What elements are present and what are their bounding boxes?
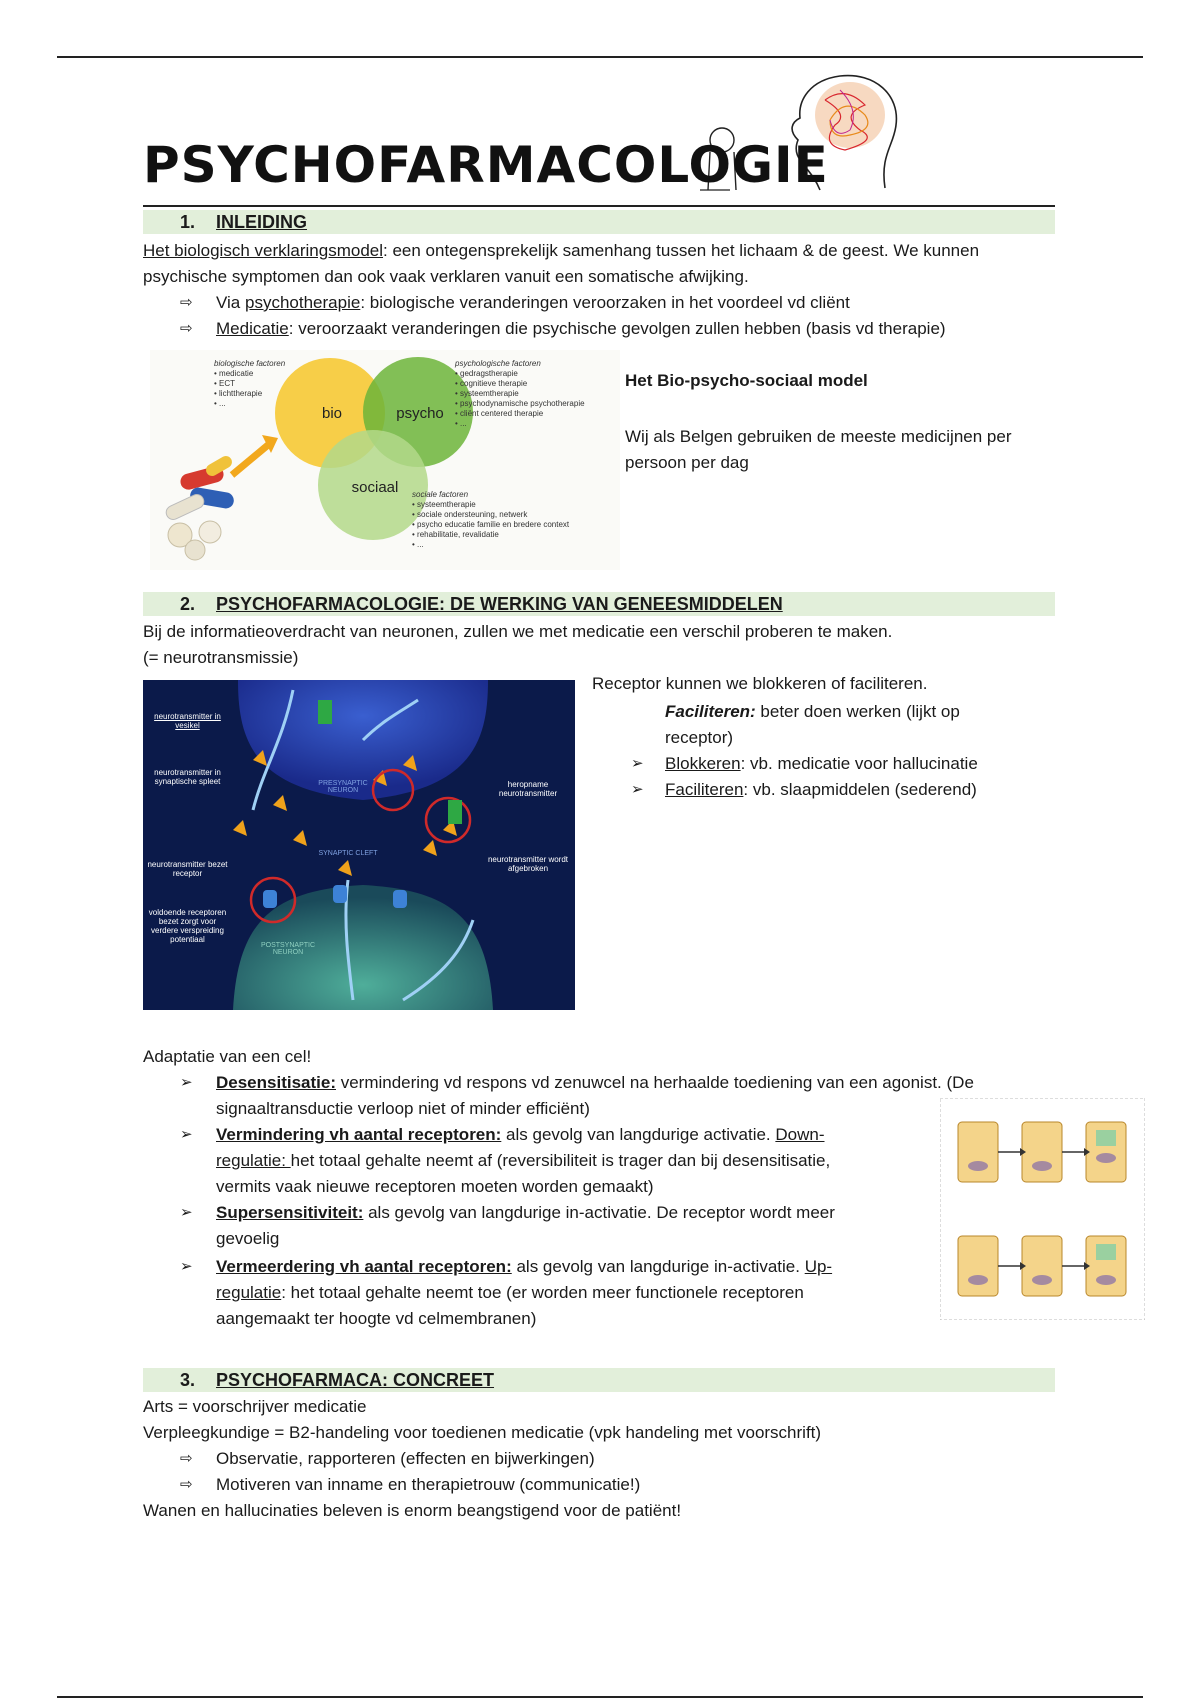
neuro-label: SYNAPTIC CLEFT (318, 850, 378, 857)
triangle-bullet-icon: ➢ (631, 755, 644, 772)
neurotransmission-diagram (143, 680, 575, 1010)
bio-item: • lichttherapie (214, 389, 263, 398)
list-item (180, 1446, 595, 1472)
neuro-label: heropname neurotransmitter (498, 780, 558, 798)
triangle-bullet-icon: ➢ (180, 1204, 193, 1221)
list-item (180, 1254, 833, 1280)
term: Blokkeren (665, 754, 741, 773)
section-number: 3. (180, 1370, 196, 1390)
neuro-label: voldoende receptoren bezet zorgt voor verdere verspreiding potentiaal (148, 908, 227, 944)
sec2-line1: Bij de informatieoverdracht van neuronen, zullen we met medicatie een verschil proberen te maken. (143, 622, 893, 641)
psycho-item: • cliënt centered therapie (455, 409, 544, 418)
bio-item: • ... (214, 399, 226, 408)
list-item (180, 316, 946, 342)
receptor-intro: Receptor kunnen we blokkeren of faciliteren. (592, 674, 928, 693)
venn-bio-label: bio (321, 405, 343, 422)
term: Vermeerdering vh aantal receptoren: (216, 1257, 512, 1276)
section-header-3 (143, 1368, 1055, 1392)
list-item (180, 290, 850, 316)
arrow-bullet-icon: ⇨ (180, 1476, 193, 1493)
text: als gevolg van langdurige in-activatie. De receptor wordt meer (363, 1203, 835, 1222)
list-item-cont (216, 1280, 804, 1306)
section-label: INLEIDING (216, 212, 308, 232)
section-header-1 (143, 210, 1055, 234)
triangle-bullet-icon: ➢ (180, 1126, 193, 1143)
bps-text-line2: persoon per dag (625, 453, 749, 472)
term: Medicatie (216, 319, 289, 338)
triangle-bullet-icon: ➢ (631, 781, 644, 798)
social-item: • systeemtherapie (412, 500, 476, 509)
arrow-bullet-icon: ⇨ (180, 1450, 193, 1467)
venn-psycho-label: psycho (396, 405, 444, 422)
text: Observatie, rapporteren (effecten en bijwerkingen) (216, 1449, 595, 1468)
neuro-label: neurotransmitter in synaptische spleet (154, 768, 221, 786)
list-item (631, 751, 978, 777)
sec3-line2: Verpleegkundige = B2-handeling voor toedienen medicatie (vpk handeling met voorschrift) (143, 1423, 822, 1442)
sec2-line2: (= neurotransmissie) (143, 648, 299, 667)
sec3-line1: Arts = voorschrijver medicatie (143, 1397, 367, 1416)
social-item: • ... (412, 540, 424, 549)
section-header-2 (143, 592, 1055, 616)
title-rule (143, 205, 1055, 207)
section-label: PSYCHOFARMACOLOGIE: DE WERKING VAN GENEESMIDDELEN (216, 594, 783, 614)
text: vermindering vd respons vd zenuwcel na herhaalde toediening van een agonist. (De (336, 1073, 974, 1092)
psycho-item: • cognitieve therapie (455, 379, 528, 388)
text: : biologische veranderingen veroorzaken in het voordeel vd cliënt (360, 293, 850, 312)
psycho-item: • systeemtherapie (455, 389, 519, 398)
social-item: • psycho educatie familie en bredere context (412, 520, 570, 529)
list-item (180, 1122, 825, 1148)
term: Up- (804, 1257, 833, 1276)
term: Faciliteren (665, 780, 744, 799)
intro-paragraph-line2: psychische symptomen dan ook vaak verklaren vanuit een somatische afwijking. (143, 267, 749, 286)
section-number: 1. (180, 212, 196, 232)
text: als gevolg van langdurige activatie. (501, 1125, 776, 1144)
list-item (180, 1070, 974, 1096)
psycho-factors-head: psychologische factoren (455, 359, 541, 368)
text: als gevolg van langdurige in-activatie. (511, 1257, 805, 1276)
list-item-cont: vermits vaak nieuwe receptoren moeten worden gemaakt) (216, 1177, 654, 1196)
footer-rule (57, 1696, 1143, 1698)
intro-paragraph-line1 (143, 238, 979, 264)
receptor-facilitate-line2: receptor) (665, 728, 734, 747)
neuro-label: neurotransmitter bezet receptor (147, 860, 228, 878)
text: : vb. medicatie voor hallucinatie (740, 754, 978, 773)
arrow-bullet-icon: ⇨ (180, 294, 193, 311)
section-number: 2. (180, 594, 196, 614)
social-factors-head: sociale factoren (412, 490, 469, 499)
term: Desensitisatie: (216, 1073, 336, 1092)
text: beter doen werken (lijkt op (755, 702, 960, 721)
neuro-label: neurotransmitter in vesikel (154, 712, 221, 730)
bps-heading: Het Bio-psycho-sociaal model (625, 371, 868, 390)
bio-factors-head: biologische factoren (214, 359, 286, 368)
section-label: PSYCHOFARMACA: CONCREET (216, 1370, 495, 1390)
social-item: • rehabilitatie, revalidatie (412, 530, 499, 539)
sec3-line3: Wanen en hallucinaties beleven is enorm beangstigend voor de patiënt! (143, 1501, 682, 1520)
psycho-item: • ... (455, 419, 467, 428)
list-item-cont: gevoelig (216, 1229, 280, 1248)
intro-text: : een ontegensprekelijk samenhang tussen het lichaam & de geest. We kunnen (383, 241, 980, 260)
text: : vb. slaapmiddelen (sederend) (743, 780, 977, 799)
term: Down- (775, 1125, 825, 1144)
receptor-regulation-figure (940, 1098, 1145, 1320)
bio-psycho-social-venn (150, 350, 620, 570)
intro-term: Het biologisch verklaringsmodel (143, 241, 384, 260)
term: regulatie: (216, 1151, 291, 1170)
term: Faciliteren: (665, 702, 756, 721)
term: Vermindering vh aantal receptoren: (216, 1125, 502, 1144)
term: Supersensitiviteit: (216, 1203, 364, 1222)
header-rule (57, 56, 1143, 58)
social-item: • sociale ondersteuning, netwerk (412, 510, 528, 519)
list-item-cont (216, 1148, 830, 1174)
list-item-cont: signaaltransductie verloop niet of minder efficiënt) (216, 1099, 590, 1118)
bps-text-line1: Wij als Belgen gebruiken de meeste medicijnen per (625, 427, 1012, 446)
neuro-label: PRESYNAPTIC NEURON (318, 780, 368, 794)
text: het totaal gehalte neemt af (reversibiliteit is trager dan bij desensitisatie, (290, 1151, 831, 1170)
term: regulatie (216, 1283, 282, 1302)
text: : veroorzaakt veranderingen die psychische gevolgen zullen hebben (basis vd therapie) (288, 319, 946, 338)
psycho-item: • gedragstherapie (455, 369, 518, 378)
bio-item: • ECT (214, 379, 236, 388)
list-item (180, 1200, 835, 1226)
text: Via (216, 293, 245, 312)
psycho-item: • psychodynamische psychotherapie (455, 399, 585, 408)
bio-item: • medicatie (214, 369, 254, 378)
neuro-label: neurotransmitter wordt afgebroken (487, 855, 569, 873)
arrow-bullet-icon: ⇨ (180, 320, 193, 337)
list-item (180, 1472, 641, 1498)
adaptation-heading: Adaptatie van een cel! (143, 1047, 312, 1066)
venn-social-label: sociaal (351, 479, 399, 496)
triangle-bullet-icon: ➢ (180, 1074, 193, 1091)
list-item (631, 777, 977, 803)
page-title: PSYCHOFARMACOLOGIE (143, 136, 829, 194)
triangle-bullet-icon: ➢ (180, 1258, 193, 1275)
receptor-facilitate-line1 (665, 699, 960, 725)
list-item-cont: aangemaakt ter hoogte vd celmembranen) (216, 1309, 537, 1328)
term: psychotherapie (245, 293, 361, 312)
text: : het totaal gehalte neemt toe (er worden meer functionele receptoren (281, 1283, 804, 1302)
text: Motiveren van inname en therapietrouw (communicatie!) (216, 1475, 641, 1494)
neuro-label: POSTSYNAPTIC NEURON (260, 942, 316, 956)
